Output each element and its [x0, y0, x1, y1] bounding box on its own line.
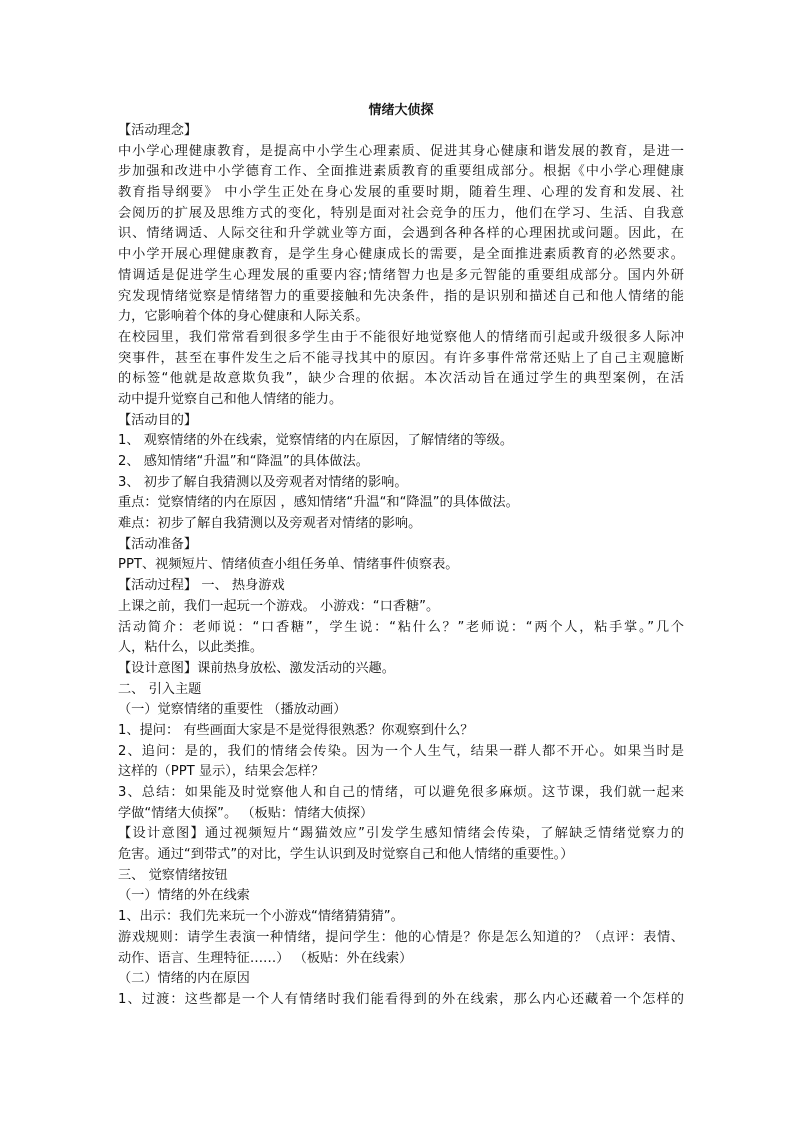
paragraph-line: 力，它影响着个体的身心健康和人际关系。	[118, 309, 369, 325]
paragraph-line: 的标签“他就是故意欺负我”，缺少合理的依据。本次活动旨在通过学生的典型案例，在活	[118, 371, 684, 387]
paragraph-line: 这样的（PPT 显示），结果会怎样？	[118, 764, 325, 780]
paragraph-line: 究发现情绪觉察是情绪智力的重要接触和先决条件，指的是识别和描述自己和他人情绪的能	[118, 288, 684, 304]
paragraph-line: 中小学心理健康教育，是提高中小学生心理素质、促进其身心健康和谐发展的教育，是进一	[118, 143, 684, 159]
paragraph-line: 动中提升觉察自己和他人情绪的能力。	[118, 391, 343, 407]
paragraph-line: 学做“情绪大侦探”。 （板贴：情绪大侦探）	[118, 805, 374, 821]
paragraph-line: 上课之前，我们一起玩一个游戏。 小游戏：“口香糖”。	[118, 598, 440, 614]
list-item: 1、 观察情绪的外在线索，觉察情绪的内在原因，了解情绪的等级。	[118, 433, 514, 449]
design-intent-line: 【设计意图】课前热身放松、激发活动的兴趣。	[118, 660, 395, 676]
paragraph-line: 会阅历的扩展及思维方式的变化，特别是面对社会竞争的压力，他们在学习、生活、自我意	[118, 205, 684, 221]
paragraph-line: 人，粘什么，以此类推。	[118, 640, 264, 656]
subsection-heading: （一）觉察情绪的重要性 （播放动画）	[118, 702, 347, 718]
section-heading-concept: 【活动理念】	[118, 123, 198, 138]
design-intent-line: 【设计意图】通过视频短片“踢猫效应”引发学生感知情绪会传染，了解缺乏情绪觉察力的	[118, 826, 684, 842]
paragraph-line: 突事件，甚至在事件发生之后不能寻找其中的原因。有许多事件常常还贴上了自己主观臆断	[118, 350, 684, 366]
section-heading-purpose: 【活动目的】	[118, 412, 198, 428]
paragraph-line: 危害。通过“到带式”的对比，学生认识到及时觉察自己和他人情绪的重要性。）	[118, 847, 574, 863]
paragraph-line: 3、总结：如果能及时觉察他人和自己的情绪，可以避免很多麻烦。这节课，我们就一起来	[118, 785, 684, 800]
paragraph-line: 在校园里，我们常常看到很多学生由于不能很好地觉察他人的情绪而引起或升级很多人际冲	[118, 329, 684, 345]
paragraph-line: PPT、视频短片、情绪侦查小组任务单、情绪事件侦察表。	[118, 557, 459, 573]
document-title: 情绪大侦探	[368, 103, 434, 118]
subsection-heading: 三、 觉察情绪按钮	[118, 867, 228, 883]
paragraph-line: 识、情绪调适、人际交往和升学就业等方面，会遇到各种各样的心理困扰或问题。因此，在	[118, 226, 684, 242]
paragraph-line: 1、过渡：这些都是一个人有情绪时我们能看得到的外在线索，那么内心还藏着一个怎样的	[118, 991, 684, 1007]
paragraph-line: 1、提问： 有些画面大家是不是觉得很熟悉？你观察到什么？	[118, 722, 474, 738]
subsection-heading: （一）情绪的外在线索	[118, 888, 250, 904]
paragraph-line: 1、出示：我们先来玩一个小游戏“情绪猜猜猜”。	[118, 909, 404, 925]
subsection-heading: （二）情绪的内在原因	[118, 971, 250, 987]
document-page	[118, 101, 684, 1011]
paragraph-line: 中小学开展心理健康教育，是学生身心健康成长的需要，是全面推进素质教育的必然要求。	[118, 247, 684, 263]
key-point-line: 重点：觉察情绪的内在原因 ，感知情绪“升温“和“降温”的具体做法。	[118, 495, 519, 511]
paragraph-line: 活动简介：老师说：“口香糖”，学生说：“粘什么？”老师说：“两个人，粘手掌。”几个	[118, 619, 684, 635]
paragraph-line: 游戏规则：请学生表演一种情绪，提问学生：他的心情是？你是怎么知道的？（点评：表情、	[118, 929, 684, 945]
section-heading-process: 【活动过程】 一、 热身游戏	[118, 578, 285, 594]
paragraph-line: 步加强和改进中小学德育工作、全面推进素质教育的重要组成部分。根据《中小学心理健康	[118, 164, 684, 180]
section-heading-preparation: 【活动准备】	[118, 536, 198, 552]
difficulty-line: 难点：初步了解自我猜测以及旁观者对情绪的影响。	[118, 516, 422, 532]
list-item: 2、 感知情绪“升温”和“降温”的具体做法。	[118, 454, 369, 469]
paragraph-line: 动作、语言、生理特征……） （板贴：外在线索）	[118, 950, 413, 966]
paragraph-line: 教育指导纲要》 中小学生正处在身心发展的重要时期，随着生理、心理的发育和发展、社	[118, 185, 684, 201]
list-item: 3、 初步了解自我猜测以及旁观者对情绪的影响。	[118, 474, 408, 490]
paragraph-line: 情调适是促进学生心理发展的重要内容;情绪智力也是多元智能的重要组成部分。国内外研	[118, 267, 684, 283]
subsection-heading: 二、 引入主题	[118, 681, 202, 697]
paragraph-line: 2、追问：是的，我们的情绪会传染。因为一个人生气，结果一群人都不开心。如果当时是	[118, 743, 684, 759]
